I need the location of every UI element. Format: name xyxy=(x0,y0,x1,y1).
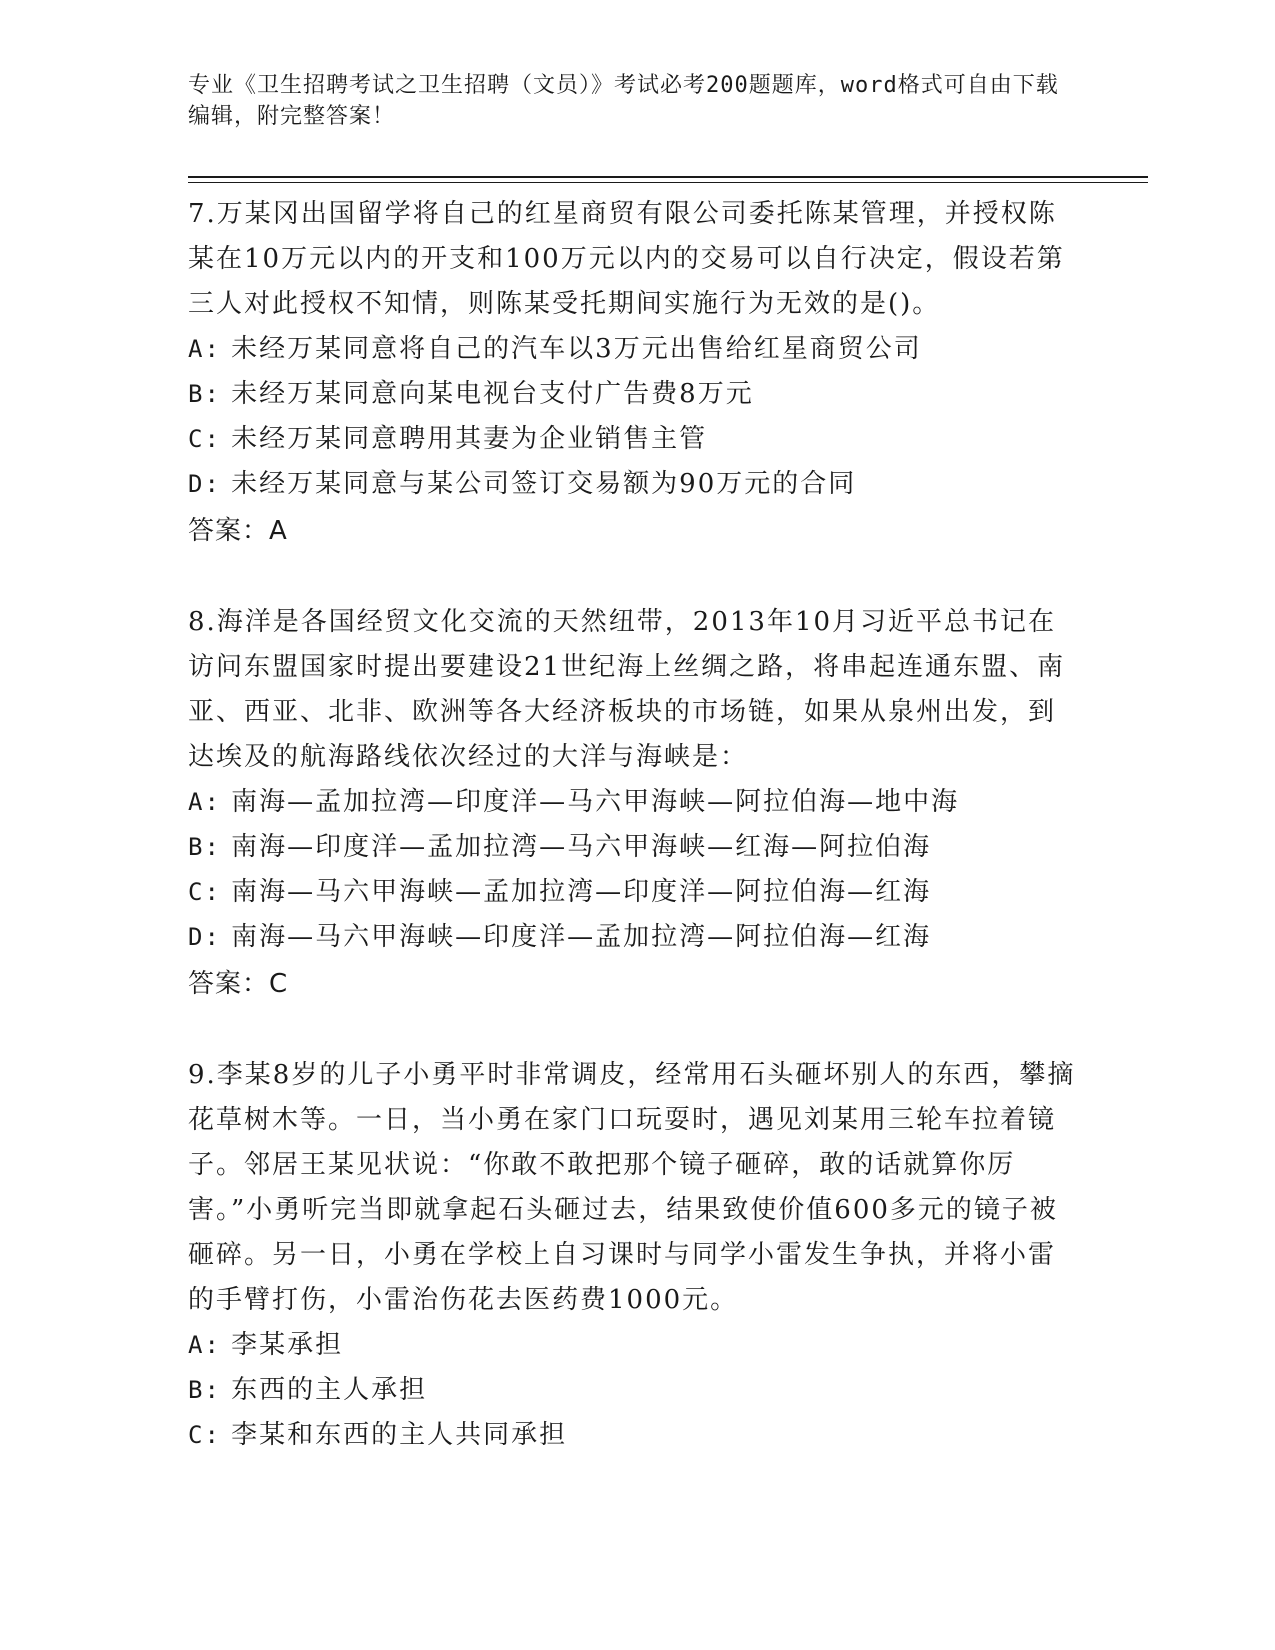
option-letter: C: xyxy=(188,1421,221,1449)
option-text: 南海—马六甲海峡—孟加拉湾—印度洋—阿拉伯海—红海 xyxy=(231,877,932,907)
option-b xyxy=(188,372,1078,417)
option-d xyxy=(188,915,1078,960)
question-8 xyxy=(188,600,1078,1008)
option-text: 南海—印度洋—孟加拉湾—马六甲海峡—红海—阿拉伯海 xyxy=(231,832,932,862)
question-text: 7.万某冈出国留学将自己的红星商贸有限公司委托陈某管理，并授权陈某在10万元以内的开支和100万元以内的交易可以自行决定，假设若第三人对此授权不知情，则陈某受托期间实施行为无效的是()。 xyxy=(188,199,1065,319)
option-letter: D: xyxy=(188,470,221,498)
option-letter: B: xyxy=(188,380,221,408)
option-text: 未经万某同意聘用其妻为企业销售主管 xyxy=(231,424,708,454)
answer-line: 答案：A xyxy=(188,516,288,546)
option-b xyxy=(188,1368,1078,1413)
option-letter: C: xyxy=(188,878,221,906)
option-letter: A: xyxy=(188,335,221,363)
question-7 xyxy=(188,192,1078,555)
option-text: 李某和东西的主人共同承担 xyxy=(231,1420,568,1450)
question-text: 9.李某8岁的儿子小勇平时非常调皮，经常用石头砸坏别人的东西，攀摘花草树木等。一日，当小勇在家门口玩耍时，遇见刘某用三轮车拉着镜子。邻居王某见状说：“你敢不敢把那个镜子砸碎，敢的话就算你厉害。”小勇听完当即就拿起石头砸过去，结果致使价值600多元的镜子被砸碎。另一日，小勇在学校上自习课时与同学小雷发生争执，并将小雷的手臂打伤，小雷治伤花去医药费1000元。 xyxy=(188,1060,1076,1315)
option-text: 未经万某同意与某公司签订交易额为90万元的合同 xyxy=(231,469,857,499)
header-rule-thick xyxy=(188,176,1148,178)
option-letter: D: xyxy=(188,923,221,951)
option-text: 未经万某同意向某电视台支付广告费8万元 xyxy=(231,379,754,409)
header-rule-thin xyxy=(188,182,1148,183)
question-text: 8.海洋是各国经贸文化交流的天然纽带，2013年10月习近平总书记在访问东盟国家时提出要建设21世纪海上丝绸之路，将串起连通东盟、南亚、西亚、北非、欧洲等各大经济板块的市场链，如果从泉州出发，到达埃及的航海路线依次经过的大洋与海峡是： xyxy=(188,607,1066,772)
option-a xyxy=(188,1323,1078,1368)
document-header: 专业《卫生招聘考试之卫生招聘（文员）》考试必考200题题库，word格式可自由下载编辑，附完整答案！ xyxy=(188,73,1059,129)
option-letter: A: xyxy=(188,788,221,816)
option-d xyxy=(188,462,1078,507)
option-letter: A: xyxy=(188,1331,221,1359)
option-letter: B: xyxy=(188,1376,221,1404)
option-c xyxy=(188,417,1078,462)
option-text: 李某承担 xyxy=(231,1330,344,1360)
option-a xyxy=(188,327,1078,372)
option-text: 东西的主人承担 xyxy=(231,1375,428,1405)
option-c xyxy=(188,1413,1078,1458)
option-text: 未经万某同意将自己的汽车以3万元出售给红星商贸公司 xyxy=(231,334,922,364)
question-list xyxy=(188,192,1078,1503)
answer-line: 答案：C xyxy=(188,969,289,999)
option-letter: C: xyxy=(188,425,221,453)
question-9 xyxy=(188,1053,1078,1458)
option-a xyxy=(188,780,1078,825)
option-text: 南海—孟加拉湾—印度洋—马六甲海峡—阿拉伯海—地中海 xyxy=(231,787,960,817)
option-b xyxy=(188,825,1078,870)
option-c xyxy=(188,870,1078,915)
option-letter: B: xyxy=(188,833,221,861)
option-text: 南海—马六甲海峡—印度洋—孟加拉湾—阿拉伯海—红海 xyxy=(231,922,932,952)
